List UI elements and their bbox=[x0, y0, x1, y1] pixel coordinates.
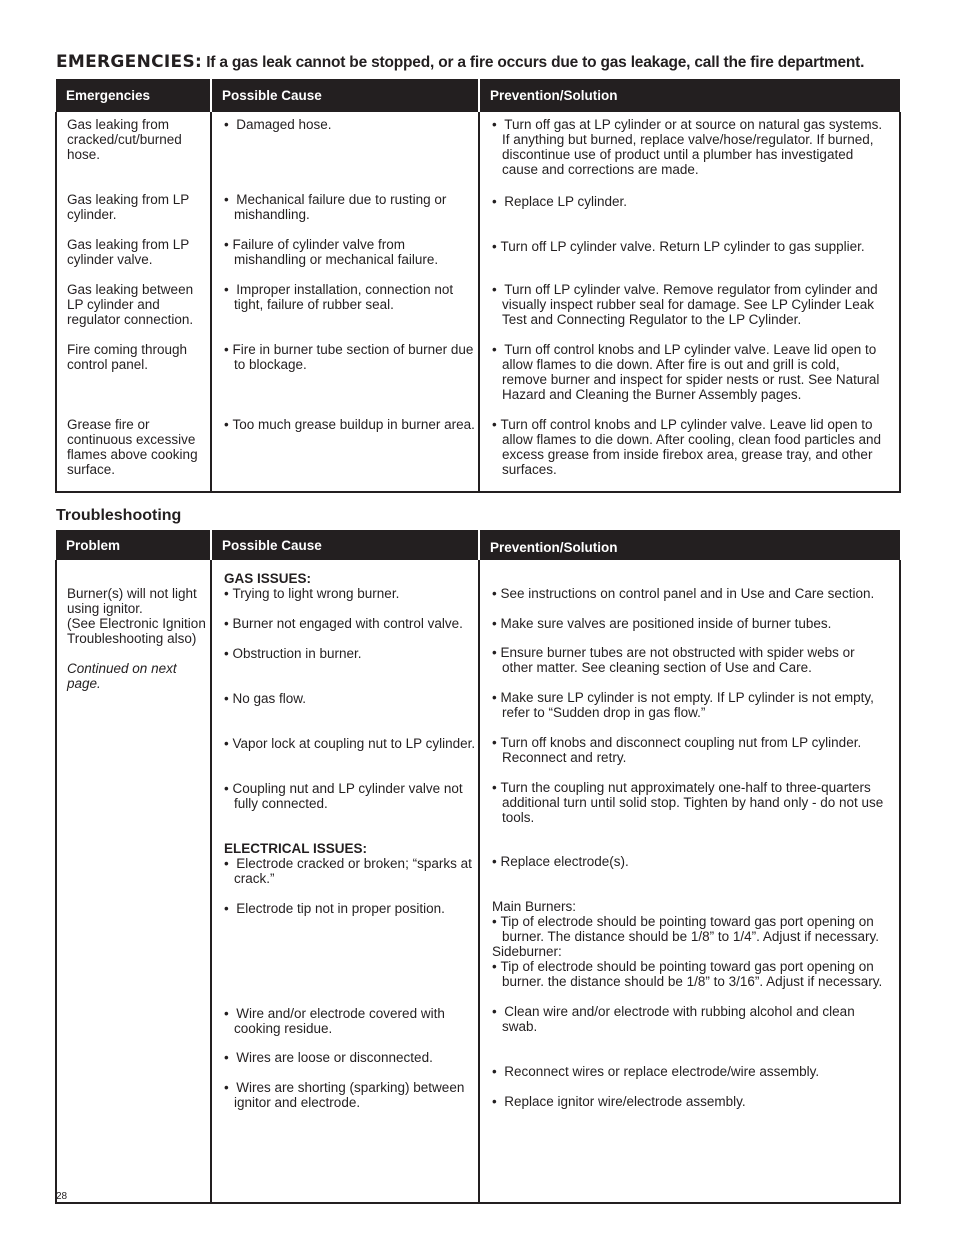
elec-cause: • Electrode cracked or broken; “sparks at crack.” bbox=[224, 856, 472, 886]
elec-cause: • Wire and/or electrode covered with cooking residue. bbox=[224, 1006, 445, 1036]
row-cause: • Improper installation, connection not tight, failure of rubber seal. bbox=[224, 282, 454, 312]
row-cause: • Damaged hose. bbox=[224, 117, 332, 132]
row-problem: Gas leaking from LP cylinder. bbox=[67, 192, 190, 222]
table-row bbox=[56, 237, 900, 282]
table-row bbox=[56, 282, 900, 342]
row-problem: Gas leaking from cracked/cut/burned hose. bbox=[67, 117, 182, 162]
emergencies-header-row bbox=[56, 79, 900, 112]
row-problem: Grease fire or continuous excessive flames above cooking surface. bbox=[67, 417, 198, 477]
gas-solution: • Make sure LP cylinder is not empty. If LP cylinder is not empty, refer to “Sudden drop in gas flow.” bbox=[492, 690, 874, 720]
row-cause: • Failure of cylinder valve from mishandling or mechanical failure. bbox=[224, 237, 439, 267]
continued-note: Continued on next page. bbox=[67, 661, 177, 691]
elec-solution: • Reconnect wires or replace electrode/wire assembly. bbox=[492, 1064, 820, 1079]
row-cause: • Fire in burner tube section of burner due to blockage. bbox=[224, 342, 474, 372]
table-row bbox=[56, 112, 900, 192]
elec-cause: • Wires are shorting (sparking) between ignitor and electrode. bbox=[224, 1080, 465, 1110]
elec-cause: • Wires are loose or disconnected. bbox=[224, 1050, 433, 1065]
elec-solution: • Replace electrode(s). bbox=[492, 854, 629, 869]
row-solution: • Turn off LP cylinder valve. Remove regulator from cylinder and visually inspect rubber seal for damage. See LP Cylinder Leak Test and Connecting Regulator to the LP Cylinder. bbox=[492, 282, 878, 327]
gas-cause: • Obstruction in burner. bbox=[224, 646, 362, 661]
elec-solution: • Tip of electrode should be pointing toward gas port opening on burner. the distance should be 1/8” to 3/16”. Adjust if necessary. bbox=[492, 959, 883, 989]
row-solution: • Turn off control knobs and LP cylinder valve. Leave lid open to allow flames to die down. After fire is out and grill is cold, remove burner and inspect for spider nests or rust. See Natural Hazard and Cleaning the Burner Assembly pages. bbox=[492, 342, 880, 402]
emergencies-heading bbox=[56, 52, 864, 72]
gas-issues-label: GAS ISSUES: bbox=[224, 571, 312, 586]
gas-solution: • Make sure valves are positioned inside of burner tubes. bbox=[492, 616, 832, 631]
row-solution: • Turn off LP cylinder valve. Return LP cylinder to gas supplier. bbox=[492, 239, 865, 254]
row-cause: • Too much grease buildup in burner area. bbox=[224, 417, 475, 432]
row-solution: • Turn off gas at LP cylinder or at source on natural gas systems. If anything but burned, replace valve/hose/regulator. If burned, discontinue use of product until a plumber has investigated cause and corrections are made. bbox=[492, 117, 883, 177]
troubleshooting-header-row bbox=[56, 530, 900, 560]
header-possible-cause: Possible Cause bbox=[211, 530, 479, 560]
header-problem: Problem bbox=[56, 530, 211, 560]
table-row bbox=[56, 560, 900, 1203]
gas-solution: • See instructions on control panel and in Use and Care section. bbox=[492, 586, 875, 601]
gas-cause: • No gas flow. bbox=[224, 691, 307, 706]
problem-text: Burner(s) will not light using ignitor. bbox=[67, 586, 197, 616]
table-row bbox=[56, 192, 900, 237]
table-row bbox=[56, 417, 900, 492]
emergencies-label: EMERGENCIES: bbox=[56, 52, 203, 72]
page-number: 28 bbox=[56, 1191, 68, 1202]
gas-solution: • Ensure burner tubes are not obstructed with spider webs or other matter. See cleaning section of Use and Care. bbox=[492, 645, 855, 675]
elec-solution: • Tip of electrode should be pointing toward gas port opening on burner. The distance should be 1/8” to 1/4”. Adjust if necessary. bbox=[492, 914, 879, 944]
header-prevention-solution: Prevention/Solution bbox=[479, 79, 900, 112]
elec-solution: • Clean wire and/or electrode with rubbing alcohol and clean swab. bbox=[492, 1004, 855, 1034]
main-burners-label: Main Burners: bbox=[492, 899, 577, 914]
electrical-issues-label: ELECTRICAL ISSUES: bbox=[224, 841, 368, 856]
row-solution: • Replace LP cylinder. bbox=[492, 194, 628, 209]
emergencies-table bbox=[55, 79, 901, 493]
row-problem: Gas leaking between LP cylinder and regulator connection. bbox=[67, 282, 194, 327]
sideburner-label: Sideburner: bbox=[492, 944, 562, 959]
row-problem: Fire coming through control panel. bbox=[67, 342, 188, 372]
emergencies-warning: If a gas leak cannot be stopped, or a fire occurs due to gas leakage, call the fire department. bbox=[206, 54, 865, 71]
table-row bbox=[56, 342, 900, 417]
gas-solution: • Turn the coupling nut approximately one-half to three-quarters additional turn until solid stop. Tighten by hand only - do not use tools. bbox=[492, 780, 884, 825]
elec-cause: • Electrode tip not in proper position. bbox=[224, 901, 445, 916]
header-possible-cause: Possible Cause bbox=[211, 79, 479, 112]
gas-solution: • Turn off knobs and disconnect coupling nut from LP cylinder. Reconnect and retry. bbox=[492, 735, 862, 765]
gas-cause: • Burner not engaged with control valve. bbox=[224, 616, 463, 631]
troubleshooting-table bbox=[55, 530, 901, 1204]
problem-note: (See Electronic Ignition Troubleshooting also) bbox=[67, 616, 206, 646]
row-cause: • Mechanical failure due to rusting or mishandling. bbox=[224, 192, 447, 222]
row-solution: • Turn off control knobs and LP cylinder valve. Leave lid open to allow flames to die down. After cooling, clean food particles and excess grease from inside firebox area, grease tray, and other surfaces. bbox=[492, 417, 881, 477]
row-problem: Gas leaking from LP cylinder valve. bbox=[67, 237, 190, 267]
gas-cause: • Vapor lock at coupling nut to LP cylinder. bbox=[224, 736, 476, 751]
elec-solution: • Replace ignitor wire/electrode assembly. bbox=[492, 1094, 746, 1109]
header-prevention-solution: Prevention/Solution bbox=[479, 530, 900, 560]
gas-cause: • Coupling nut and LP cylinder valve not fully connected. bbox=[224, 781, 463, 811]
gas-cause: • Trying to light wrong burner. bbox=[224, 586, 400, 601]
header-emergencies: Emergencies bbox=[56, 79, 211, 112]
troubleshooting-title: Troubleshooting bbox=[56, 507, 182, 524]
